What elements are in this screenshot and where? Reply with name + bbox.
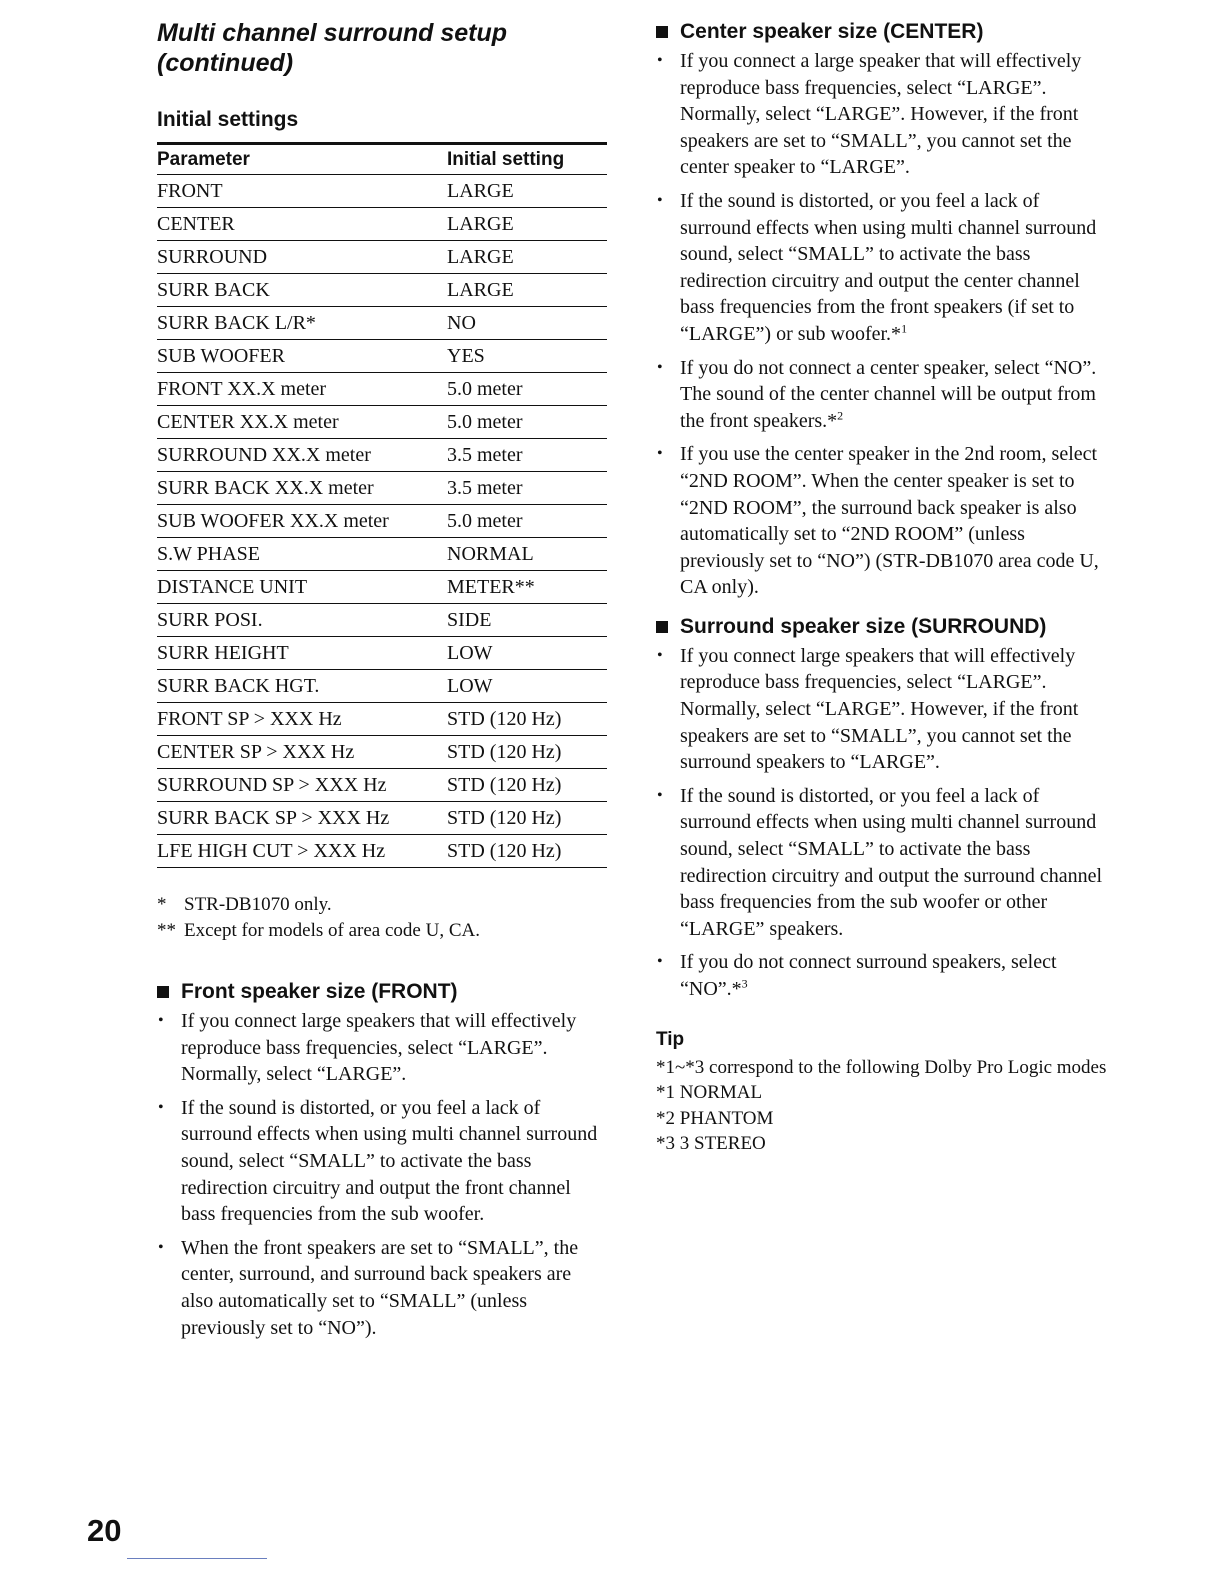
cell-parameter: SURROUND XX.X meter: [157, 439, 447, 472]
table-row: [157, 769, 607, 802]
table-body: [157, 175, 607, 868]
center-speaker-heading: [656, 20, 1111, 44]
tip-heading: Tip: [656, 1028, 685, 1050]
cell-initial-setting: LOW: [447, 670, 607, 703]
cell-parameter: SURROUND: [157, 241, 447, 274]
table-row: [157, 274, 607, 307]
cell-initial-setting: 3.5 meter: [447, 439, 607, 472]
footnote-reference: 1: [901, 321, 908, 336]
bullet-dot-icon: •: [158, 1012, 164, 1029]
bullet-item: [656, 783, 1111, 943]
section-title-line2: (continued): [157, 49, 294, 77]
bullet-dot-icon: •: [657, 358, 663, 376]
cell-initial-setting: 5.0 meter: [447, 505, 607, 538]
cell-initial-setting: METER**: [447, 571, 607, 604]
bullet-item: [656, 643, 1111, 776]
bullet-dot-icon: •: [657, 646, 663, 664]
footnote-mark: **: [157, 920, 176, 941]
cell-initial-setting: 5.0 meter: [447, 406, 607, 439]
table-row: [157, 406, 607, 439]
square-bullet-icon: [656, 26, 668, 38]
cell-parameter: S.W PHASE: [157, 538, 447, 571]
center-speaker-title: Center speaker size (CENTER): [680, 20, 984, 43]
cell-parameter: SURR BACK XX.X meter: [157, 472, 447, 505]
center-speaker-section: [656, 20, 1111, 601]
cell-initial-setting: STD (120 Hz): [447, 736, 607, 769]
bullet-item: [656, 188, 1111, 348]
footnote-reference: 2: [837, 408, 844, 423]
cell-parameter: FRONT XX.X meter: [157, 373, 447, 406]
center-speaker-bullets: [656, 48, 1111, 601]
bullet-item: [656, 949, 1111, 1002]
cell-parameter: CENTER SP > XXX Hz: [157, 736, 447, 769]
surround-speaker-heading: [656, 615, 1111, 639]
cell-initial-setting: LARGE: [447, 175, 607, 208]
cell-parameter: SURR HEIGHT: [157, 637, 447, 670]
table-row: [157, 670, 607, 703]
right-column: [656, 20, 1111, 1157]
square-bullet-icon: [157, 986, 169, 998]
cell-parameter: SURR POSI.: [157, 604, 447, 637]
cell-parameter: SURR BACK HGT.: [157, 670, 447, 703]
bullet-item: [656, 355, 1111, 435]
table-row: [157, 802, 607, 835]
bullet-item: [157, 1008, 607, 1088]
cell-parameter: FRONT: [157, 175, 447, 208]
tip-body: [656, 1055, 1111, 1157]
front-speaker-bullets: [157, 1008, 607, 1341]
bullet-dot-icon: •: [657, 52, 663, 69]
cell-parameter: CENTER XX.X meter: [157, 406, 447, 439]
front-speaker-heading: [157, 980, 607, 1004]
cell-parameter: SURR BACK SP > XXX Hz: [157, 802, 447, 835]
square-bullet-icon: [656, 621, 668, 633]
bullet-text: When the front speakers are set to “SMALL”, the center, surround, and surround back speakers are also automatically set to “SMALL” (unless previously set to “NO”).: [181, 1236, 579, 1339]
bullet-dot-icon: •: [657, 953, 663, 971]
bullet-text: If you use the center speaker in the 2nd room, select “2ND ROOM”. When the center speaker is set to “2ND ROOM”, the surround back speaker is also automatically set to “2ND ROOM” (unless previously set to “NO”) (STR-DB1070 area code U, CA only).: [680, 443, 1099, 599]
bullet-dot-icon: •: [657, 786, 663, 804]
section-title: [157, 18, 607, 78]
table-row: [157, 307, 607, 340]
cell-parameter: DISTANCE UNIT: [157, 571, 447, 604]
cell-parameter: LFE HIGH CUT > XXX Hz: [157, 835, 447, 868]
cell-initial-setting: NORMAL: [447, 538, 607, 571]
bullet-text: If the sound is distorted, or you feel a lack of surround effects when using multi channel surround sound, select “SMALL” to activate the bass redirection circuitry and output the center channel bass frequencies from the front speakers (if set to “LARGE”) or sub woofer.*: [680, 189, 1097, 345]
cell-initial-setting: STD (120 Hz): [447, 835, 607, 868]
table-row: [157, 439, 607, 472]
footer-rule: [127, 1558, 267, 1559]
table-row: [157, 241, 607, 274]
surround-speaker-bullets: [656, 643, 1111, 1003]
cell-initial-setting: STD (120 Hz): [447, 802, 607, 835]
table-row: [157, 505, 607, 538]
table-row: [157, 571, 607, 604]
column-header-initial-setting: Initial setting: [447, 144, 607, 175]
table-row: [157, 175, 607, 208]
tip-line: *1~*3 correspond to the following Dolby Pro Logic modes: [656, 1056, 1107, 1078]
footnote: [157, 918, 607, 944]
bullet-item: [157, 1095, 607, 1228]
cell-initial-setting: 5.0 meter: [447, 373, 607, 406]
bullet-dot-icon: •: [158, 1238, 164, 1256]
footnote-text: Except for models of area code U, CA.: [184, 920, 480, 941]
cell-parameter: SUB WOOFER XX.X meter: [157, 505, 447, 538]
bullet-item: [157, 1235, 607, 1341]
page-number: 20: [87, 1513, 122, 1548]
bullet-dot-icon: •: [158, 1098, 164, 1116]
surround-speaker-section: [656, 615, 1111, 1003]
tip-line: *2 PHANTOM: [656, 1107, 774, 1129]
bullet-text: If you connect a large speaker that will effectively reproduce bass frequencies, select “LARGE”. Normally, select “LARGE”. However, if the front speakers are set to “SMALL”, you cannot set the center speaker to “LARGE”.: [680, 50, 1082, 179]
initial-settings-heading: Initial settings: [157, 108, 299, 131]
cell-initial-setting: NO: [447, 307, 607, 340]
bullet-text: If the sound is distorted, or you feel a lack of surround effects when using multi channel surround sound, select “SMALL” to activate the bass redirection circuitry and output the front channel bass frequencies from the sub woofer.: [181, 1096, 598, 1226]
column-header-parameter: Parameter: [157, 144, 447, 175]
table-footnotes: [157, 892, 607, 944]
cell-initial-setting: 3.5 meter: [447, 472, 607, 505]
footnote-text: STR-DB1070 only.: [184, 894, 332, 915]
cell-parameter: SURR BACK L/R*: [157, 307, 447, 340]
table-row: [157, 604, 607, 637]
surround-speaker-title: Surround speaker size (SURROUND): [680, 614, 1047, 638]
bullet-item: [656, 441, 1111, 601]
table-row: [157, 538, 607, 571]
tip-line: *3 3 STEREO: [656, 1133, 766, 1155]
cell-initial-setting: STD (120 Hz): [447, 703, 607, 736]
cell-initial-setting: LARGE: [447, 208, 607, 241]
initial-settings-table: [157, 142, 607, 868]
bullet-text: If the sound is distorted, or you feel a lack of surround effects when using multi channel surround sound, select “SMALL” to activate the bass redirection circuitry and output the surround channel bass frequencies from the sub woofer or other “LARGE” speakers.: [680, 784, 1103, 940]
bullet-text: If you connect large speakers that will effectively reproduce bass frequencies, select “LARGE”. Normally, select “LARGE”.: [181, 1010, 577, 1086]
footnote: [157, 892, 607, 918]
footnote-reference: 3: [741, 976, 748, 991]
bullet-dot-icon: •: [657, 445, 663, 463]
cell-initial-setting: SIDE: [447, 604, 607, 637]
table-row: [157, 835, 607, 868]
cell-parameter: CENTER: [157, 208, 447, 241]
front-speaker-title: Front speaker size (FRONT): [181, 980, 458, 1003]
table-row: [157, 637, 607, 670]
cell-initial-setting: YES: [447, 340, 607, 373]
tip-line: *1 NORMAL: [656, 1082, 763, 1104]
bullet-text: If you do not connect a center speaker, select “NO”. The sound of the center channel will be output from the front speakers.*: [680, 356, 1097, 432]
cell-parameter: SUB WOOFER: [157, 340, 447, 373]
table-row: [157, 703, 607, 736]
table-row: [157, 208, 607, 241]
front-speaker-section: [157, 980, 607, 1341]
table-row: [157, 736, 607, 769]
bullet-text: If you connect large speakers that will effectively reproduce bass frequencies, select “LARGE”. Normally, select “LARGE”. However, if the front speakers are set to “SMALL”, you cannot set the surround speakers to “LARGE”.: [680, 644, 1079, 774]
cell-initial-setting: STD (120 Hz): [447, 769, 607, 802]
footnote-mark: *: [157, 894, 167, 915]
cell-initial-setting: LARGE: [447, 274, 607, 307]
table-row: [157, 373, 607, 406]
cell-parameter: SURROUND SP > XXX Hz: [157, 769, 447, 802]
section-title-line1: Multi channel surround setup: [157, 19, 508, 47]
cell-initial-setting: LARGE: [447, 241, 607, 274]
bullet-dot-icon: •: [657, 191, 663, 209]
table-row: [157, 472, 607, 505]
cell-initial-setting: LOW: [447, 637, 607, 670]
bullet-item: [656, 48, 1111, 181]
cell-parameter: SURR BACK: [157, 274, 447, 307]
table-row: [157, 340, 607, 373]
cell-parameter: FRONT SP > XXX Hz: [157, 703, 447, 736]
table-header-row: [157, 144, 607, 175]
bullet-text: If you do not connect surround speakers, select “NO”.*: [680, 951, 1057, 1000]
left-column: [157, 18, 607, 1348]
